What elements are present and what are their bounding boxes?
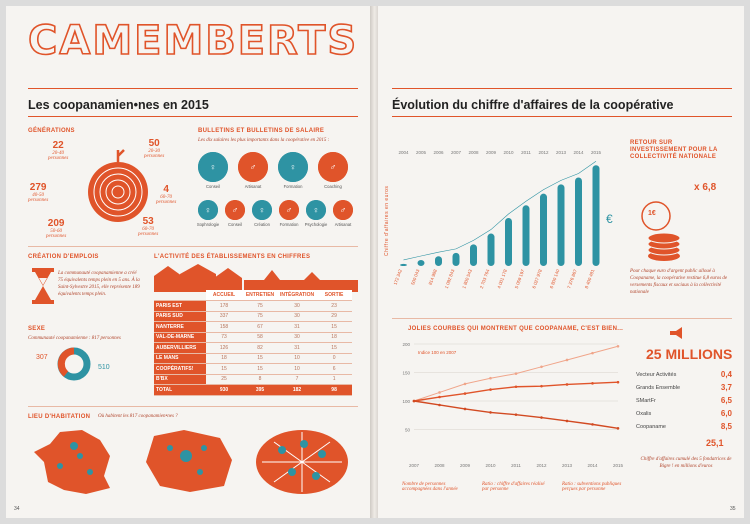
divider — [28, 246, 358, 247]
millions-total: 25,1 — [706, 438, 724, 448]
table-cell: 930 — [206, 385, 242, 396]
data-point — [617, 427, 620, 430]
establishment-name: PARIS EST — [154, 301, 206, 312]
table-cell: 31 — [278, 343, 316, 354]
year-tick-label: 2006 — [433, 150, 444, 155]
gear-badge — [333, 200, 353, 220]
page-number: 34 — [14, 506, 20, 512]
table-cell: 126 — [206, 343, 242, 354]
gear-label: Conseil — [206, 184, 220, 189]
bulletins-label: BULLETINS ET BULLETINS DE SALAIRE — [198, 128, 325, 134]
year-tick-label: 2004 — [398, 150, 409, 155]
x-tick-label: 2013 — [561, 463, 573, 468]
table-row — [154, 343, 352, 354]
value-label: 500 043 — [410, 268, 421, 286]
company-name: Coopaname — [636, 424, 666, 430]
divider — [28, 406, 358, 407]
table-cell: 178 — [206, 301, 242, 312]
x-tick-label: 2011 — [511, 463, 521, 468]
value-label: 7 376 867 — [566, 268, 578, 290]
data-point — [438, 391, 441, 394]
divider — [392, 88, 732, 89]
company-name: Grands Ensemble — [636, 385, 681, 391]
data-point — [489, 388, 492, 391]
value-label: 1 800 543 — [461, 268, 473, 290]
column-header: INTÉGRATION — [278, 290, 316, 301]
table-row — [154, 311, 352, 322]
data-point — [591, 382, 594, 385]
megaphone-icon — [668, 326, 688, 340]
table-cell: 30 — [278, 311, 316, 322]
bar — [540, 194, 547, 266]
table-cell: 75 — [242, 311, 278, 322]
habitation-note: Où habitent les 817 coopanamien•nes ? — [98, 414, 178, 419]
list-item — [636, 383, 732, 395]
establishment-name: B'BX — [154, 374, 206, 385]
x-tick-label: 2009 — [459, 463, 471, 468]
x-tick-label: 2015 — [612, 463, 624, 468]
gear-badge — [238, 152, 268, 182]
courbes-label: JOLIES COURBES QUI MONTRENT QUE COOPANAME, C'EST BIEN... — [408, 326, 624, 332]
gender-donut — [56, 346, 92, 382]
data-point — [438, 396, 441, 399]
female-icon: ♀ — [289, 162, 297, 172]
gear-badge — [198, 200, 218, 220]
female-icon: ♀ — [258, 205, 266, 215]
value-label: 5 059 197 — [513, 268, 526, 290]
company-name: Oxalis — [636, 411, 652, 417]
female-icon: ♀ — [312, 205, 320, 215]
value-label: 814 988 — [427, 268, 438, 286]
gear-label: Sophrologie — [196, 222, 220, 227]
data-point — [617, 345, 620, 348]
series-line — [414, 382, 618, 401]
data-point — [540, 385, 543, 388]
idf-map-icon — [140, 426, 236, 496]
male-icon: ♂ — [329, 162, 337, 172]
year-tick-label: 2008 — [468, 150, 479, 155]
year-tick-label: 2007 — [450, 150, 462, 155]
gear-row — [198, 200, 358, 236]
table-cell: 67 — [242, 322, 278, 333]
divider — [28, 116, 358, 117]
gear-label: Création — [254, 222, 270, 227]
gear-label: Coaching — [324, 184, 342, 189]
legend-item: Ratio : chiffre d'affaires réalisé par personne — [482, 482, 545, 492]
generation-item: 209 50-60 personnes — [46, 218, 67, 239]
bar — [418, 260, 425, 266]
table-row — [154, 364, 352, 375]
gear-label: Formation — [283, 184, 303, 189]
data-point — [464, 383, 467, 386]
year-tick-label: 2010 — [503, 150, 514, 155]
bar — [400, 264, 407, 266]
table-row — [154, 332, 352, 343]
data-point — [566, 420, 569, 423]
data-point — [591, 352, 594, 355]
table-cell: 6 — [316, 364, 352, 375]
bar — [435, 256, 442, 266]
table-cell: 15 — [316, 322, 352, 333]
revenue-bar-chart — [392, 146, 622, 296]
year-tick-label: 2011 — [521, 150, 531, 155]
hourglass-icon — [32, 268, 54, 304]
emplois-text: La communauté coopanamienne a créé 75 équivalents temps plein en 5 ans. À la Saint-Sylvestre 2015, elle représente 189 équivalents temps plein. — [58, 271, 140, 297]
data-point — [515, 372, 518, 375]
table-cell: 30 — [278, 301, 316, 312]
activity-table — [154, 290, 352, 396]
bar — [523, 205, 530, 266]
table-cell: 18 — [206, 353, 242, 364]
establishment-name: TOTAL — [154, 385, 206, 396]
millions-title: 25 MILLIONS — [646, 346, 733, 362]
female-icon: ♀ — [204, 205, 212, 215]
year-tick-label: 2015 — [590, 150, 602, 155]
value-label: 172 342 — [392, 268, 403, 286]
right-page — [378, 6, 744, 518]
sexe-note: Communauté coopanamienne : 817 personnes — [28, 336, 121, 341]
gear-label: Formation — [279, 222, 299, 227]
legend-item: Nombre de personnes accompagnées dans l'année — [402, 482, 458, 492]
table-cell: 15 — [242, 364, 278, 375]
currency-symbol: € — [606, 212, 613, 226]
data-point — [566, 383, 569, 386]
list-item — [636, 370, 732, 382]
retour-label: RETOUR SUR INVESTISSEMENT POUR LA COLLECTIVITÉ NATIONALE — [630, 140, 718, 160]
table-cell: 82 — [242, 343, 278, 354]
paris-map-icon — [252, 424, 352, 498]
value-label: 4 001 178 — [496, 268, 508, 290]
column-header: ENTRETIEN — [242, 290, 278, 301]
table-cell: 158 — [206, 322, 242, 333]
establishment-name: LE MANS — [154, 353, 206, 364]
year-tick-label: 2009 — [485, 150, 497, 155]
x-tick-label: 2007 — [408, 463, 420, 468]
table-cell: 10 — [278, 353, 316, 364]
male-icon: ♂ — [285, 205, 293, 215]
list-item — [636, 409, 732, 421]
section-title: Évolution du chiffre d'affaires de la coopérative — [392, 98, 674, 112]
generations-label: GÉNÉRATIONS — [28, 128, 75, 134]
y-tick-label: 150 — [402, 370, 410, 376]
rooftops-icon — [244, 270, 358, 292]
building-icon — [154, 264, 244, 292]
bar — [505, 218, 512, 266]
gear-row — [198, 152, 358, 192]
table-cell: 31 — [278, 322, 316, 333]
male-icon: ♂ — [231, 205, 239, 215]
list-item — [636, 422, 732, 434]
establishment-name: PARIS SUD — [154, 311, 206, 322]
y-axis-label: Chiffre d'affaires en euros — [384, 185, 390, 256]
divider — [392, 116, 732, 117]
millions-note: Chiffre d'affaires cumulé des 5 fondatrices de Bigre ! en millions d'euros — [640, 457, 732, 469]
company-value: 8,5 — [720, 422, 732, 431]
x-tick-label: 2010 — [485, 463, 496, 468]
establishment-name: NANTERRE — [154, 322, 206, 333]
table-cell: 15 — [316, 343, 352, 354]
bar — [488, 234, 495, 266]
table-cell: 10 — [278, 364, 316, 375]
year-tick-label: 2012 — [538, 150, 549, 155]
table-cell: 25 — [206, 374, 242, 385]
company-value: 6,0 — [720, 409, 732, 418]
page-title: CAMEMBERTS — [28, 18, 359, 64]
male-icon: ♂ — [339, 205, 347, 215]
year-tick-label: 2005 — [415, 150, 427, 155]
gear-badge — [198, 152, 228, 182]
table-row — [154, 322, 352, 333]
data-point — [540, 366, 543, 369]
x-tick-label: 2014 — [587, 463, 598, 468]
bar — [453, 253, 460, 266]
left-page — [6, 6, 372, 518]
gear-label: Conseil — [228, 222, 242, 227]
generation-item: 53 60-70 personnes — [138, 216, 159, 237]
gear-badge — [306, 200, 326, 220]
legend-item: Ratio : subventions publiques perçues par personne — [562, 482, 622, 492]
divider — [392, 318, 732, 319]
company-value: 3,7 — [720, 383, 732, 392]
male-count: 510 — [98, 364, 110, 371]
index-note: Indice 100 en 2007 — [418, 350, 457, 355]
table-cell: 75 — [242, 301, 278, 312]
male-icon: ♂ — [249, 162, 257, 172]
y-tick-label: 200 — [402, 342, 410, 347]
value-label: 8 400 481 — [583, 268, 596, 290]
company-name: SMartFr — [636, 398, 656, 404]
generation-item: 279 40-50 personnes — [28, 182, 49, 203]
table-cell: 29 — [316, 311, 352, 322]
gear-badge — [225, 200, 245, 220]
table-header-row — [154, 290, 352, 301]
female-count: 307 — [36, 354, 48, 361]
year-tick-label: 2014 — [573, 150, 584, 155]
establishment-name: COOPÉRATIFS! — [154, 364, 206, 375]
data-point — [438, 404, 441, 407]
x-tick-label: 2012 — [536, 463, 547, 468]
generation-item: 22 20-40 personnes — [48, 140, 69, 161]
table-cell: 395 — [242, 385, 278, 396]
data-point — [515, 413, 518, 416]
activite-label: L'ACTIVITÉ DES ÉTABLISSEMENTS EN CHIFFRES — [154, 254, 311, 260]
emplois-label: CRÉATION D'EMPLOIS — [28, 254, 99, 260]
habitation-label: LIEU D'HABITATION — [28, 414, 91, 420]
sexe-label: SEXE — [28, 326, 46, 332]
gear-label: Psychologie — [304, 222, 328, 227]
table-cell: 30 — [278, 332, 316, 343]
column-header: SORTIE — [316, 290, 352, 301]
table-cell: 7 — [278, 374, 316, 385]
data-point — [464, 392, 467, 395]
retour-text: Pour chaque euro d'argent public alloué à Coopaname, la coopérative restitue 6,8 euros de versements fiscaux et sociaux à la collectivité nationale — [630, 269, 728, 295]
bar — [470, 244, 477, 266]
table-row — [154, 301, 352, 312]
gear-badge — [252, 200, 272, 220]
coin-stack-icon — [636, 196, 694, 266]
data-point — [540, 416, 543, 419]
table-cell: 58 — [242, 332, 278, 343]
bar — [593, 165, 600, 266]
section-title: Les coopanamien•nes en 2015 — [28, 98, 209, 112]
value-label: 2 703 764 — [478, 268, 491, 290]
france-map-icon — [30, 426, 120, 496]
table-cell: 337 — [206, 311, 242, 322]
table-cell: 8 — [242, 374, 278, 385]
table-cell: 73 — [206, 332, 242, 343]
multiplier: x 6,8 — [694, 182, 717, 193]
table-row — [154, 374, 352, 385]
data-point — [489, 411, 492, 414]
index-line-chart — [392, 336, 624, 482]
generation-item: 4 60-70 personnes — [156, 184, 177, 205]
value-label: 6 800 140 — [548, 268, 561, 290]
data-point — [413, 400, 416, 403]
gear-label: Artisanat — [334, 222, 352, 227]
table-cell: 182 — [278, 385, 316, 396]
list-item — [636, 396, 732, 408]
data-point — [464, 408, 467, 411]
gear-badge — [278, 152, 308, 182]
table-cell: 18 — [316, 332, 352, 343]
bar — [558, 184, 565, 266]
value-label: 1 092 843 — [443, 268, 456, 290]
data-point — [515, 385, 518, 388]
table-cell: 98 — [316, 385, 352, 396]
table-cell: 23 — [316, 301, 352, 312]
x-tick-label: 2008 — [434, 463, 445, 468]
divider — [28, 88, 358, 89]
data-point — [617, 381, 620, 384]
data-point — [591, 423, 594, 426]
table-row — [154, 353, 352, 364]
company-value: 0,4 — [720, 370, 732, 379]
establishment-name: AUBERVILLIERS — [154, 343, 206, 354]
table-cell: 0 — [316, 353, 352, 364]
y-tick-label: 100 — [402, 399, 410, 404]
generation-item: 50 20-30 personnes — [144, 138, 165, 159]
company-value: 6,5 — [720, 396, 732, 405]
y-tick-label: 50 — [404, 427, 410, 433]
coin-label: 1€ — [648, 210, 656, 217]
establishment-name: VAL-DE-MARNE — [154, 332, 206, 343]
bar — [575, 177, 582, 266]
bulletins-note: Les dix salaires les plus importants dans la coopérative en 2015 : — [198, 138, 330, 143]
gear-label: Artisanat — [244, 184, 262, 189]
gear-badge — [279, 200, 299, 220]
column-header: ACCUEIL — [206, 290, 242, 301]
year-tick-label: 2013 — [555, 150, 567, 155]
table-cell: 15 — [206, 364, 242, 375]
gear-badge — [318, 152, 348, 182]
value-label: 6 027 978 — [531, 268, 543, 290]
table-total-row — [154, 385, 352, 396]
table-cell: 15 — [242, 353, 278, 364]
table-cell: 1 — [316, 374, 352, 385]
trend-line — [404, 161, 597, 260]
page-number: 35 — [730, 506, 736, 512]
data-point — [489, 377, 492, 380]
company-name: Vecteur Activités — [636, 372, 677, 378]
data-point — [566, 359, 569, 362]
female-icon: ♀ — [209, 162, 217, 172]
